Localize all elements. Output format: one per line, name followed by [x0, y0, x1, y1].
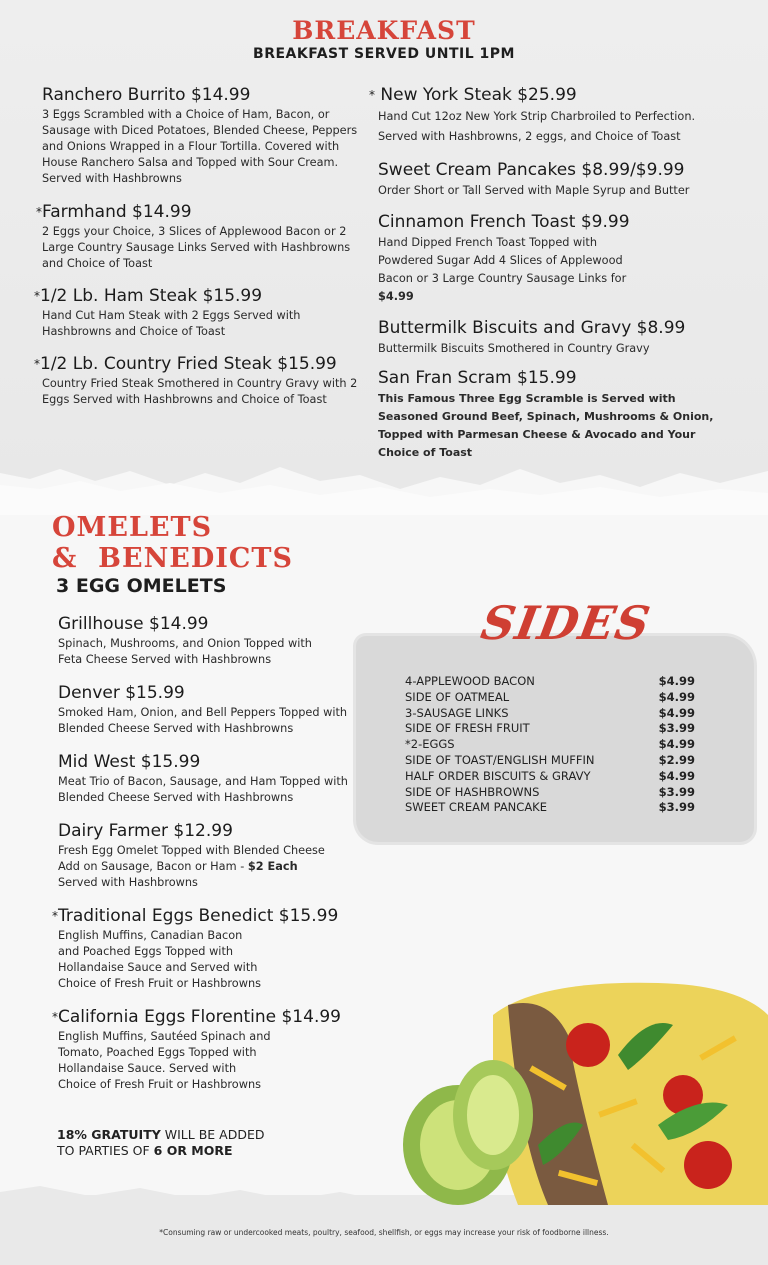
menu-item-description: Buttermilk Biscuits Smothered in Country Gravy [378, 342, 650, 355]
menu-item-description-wrap [378, 234, 648, 306]
menu-item [378, 318, 728, 358]
side-item-price: $3.99 [658, 784, 695, 799]
breakfast-left-column [34, 85, 360, 408]
menu-item [58, 614, 358, 668]
menu-item-description: 3 Eggs Scrambled with a Choice of Ham, Bacon, or Sausage with Diced Potatoes, Blended Cheese, Peppers and Onions Wrapped in a Flour Tortilla. Covered with House Ranchero Salsa and Topped with Sour Cream. Served with Hashbrowns [42, 108, 358, 185]
addon-price: $2 Each [247, 860, 298, 873]
food-safety-disclaimer: *Consuming raw or undercooked meats, poultry, seafood, shellfish, or eggs may increase your risk of foodborne illness. [159, 1228, 609, 1237]
gratuity-percent: 18% GRATUITY [57, 1127, 161, 1142]
side-item-price: $4.99 [658, 689, 695, 704]
menu-item [52, 1007, 358, 1093]
side-item [405, 785, 695, 801]
side-item [405, 721, 695, 737]
side-item [405, 690, 695, 706]
menu-item-name: 1/2 Lb. Country Fried Steak $15.99 [40, 354, 337, 374]
menu-item-description: 2 Eggs your Choice, 3 Slices of Applewood Bacon or 2 Large Country Sausage Links Served with Hashbrowns and Choice of Toast [42, 225, 351, 270]
menu-item-description: Fresh Egg Omelet Topped with Blended Cheese Add on Sausage, Bacon or Ham - [58, 844, 325, 873]
raw-food-asterisk: * [369, 88, 375, 102]
side-item-price: $3.99 [658, 721, 695, 736]
side-item-name: SIDE OF HASHBROWNS [405, 784, 540, 799]
side-item-price: $4.99 [658, 737, 695, 752]
menu-item-description: Hand Cut 12oz New York Strip Charbroiled to Perfection. Served with Hashbrowns, 2 eggs, and Choice of Toast [378, 110, 696, 143]
omelet-food-photo [398, 975, 768, 1205]
gratuity-party-size: 6 OR MORE [153, 1143, 233, 1158]
addon-price: $4.99 [378, 290, 414, 303]
menu-item-description: Hand Cut Ham Steak with 2 Eggs Served with Hashbrowns and Choice of Toast [42, 309, 301, 338]
side-item-name: SWEET CREAM PANCAKE [405, 800, 547, 815]
menu-item-name: Sweet Cream Pancakes $8.99/$9.99 [378, 160, 685, 180]
gratuity-note [57, 1127, 264, 1159]
menu-item-description: Smoked Ham, Onion, and Bell Peppers Topped with Blended Cheese Served with Hashbrowns [58, 706, 348, 735]
omelets-subtitle: 3 EGG OMELETS [56, 575, 227, 597]
menu-item-description: English Muffins, Canadian Bacon and Poached Eggs Topped with Hollandaise Sauce and Served with Choice of Fresh Fruit or Hashbrowns [58, 929, 262, 990]
menu-item [34, 354, 360, 408]
side-item-name: SIDE OF OATMEAL [405, 689, 510, 704]
side-item [405, 706, 695, 722]
menu-item [378, 212, 728, 306]
side-item-price: $2.99 [658, 752, 695, 767]
menu-item-description: Order Short or Tall Served with Maple Syrup and Butter [378, 184, 690, 197]
gratuity-text: WILL BE ADDED [160, 1127, 265, 1142]
side-item-name: *2-EGGS [405, 737, 455, 752]
side-item [405, 753, 695, 769]
side-item-name: SIDE OF FRESH FRUIT [405, 721, 530, 736]
menu-item-description: Hand Dipped French Toast Topped with Powdered Sugar Add 4 Slices of Applewood Bacon or 3 Large Country Sausage Links for [378, 236, 627, 285]
side-item-price: $3.99 [658, 800, 695, 815]
sides-list [405, 674, 695, 816]
menu-item-description-extra: Served with Hashbrowns [58, 876, 198, 889]
side-item-name: HALF ORDER BISCUITS & GRAVY [405, 768, 591, 783]
menu-item-name: Traditional Eggs Benedict $15.99 [58, 906, 339, 926]
menu-item-description: Spinach, Mushrooms, and Onion Topped with Feta Cheese Served with Hashbrowns [58, 637, 312, 666]
side-item-price: $4.99 [658, 674, 695, 688]
menu-item-description: This Famous Three Egg Scramble is Served with Seasoned Ground Beef, Spinach, Mushrooms & Onion, Topped with Parmesan Cheese & Avocado and Your Choice of Toast [378, 392, 714, 459]
side-item-price: $4.99 [658, 768, 695, 783]
raw-food-asterisk: * [52, 1010, 58, 1024]
raw-food-asterisk: * [34, 289, 40, 303]
menu-item-description: English Muffins, Sautéed Spinach and Tomato, Poached Eggs Topped with Hollandaise Sauce. Served with Choice of Fresh Fruit or Hashbrowns [58, 1030, 271, 1091]
omelets-title: OMELETS [52, 512, 213, 543]
menu-item-name: Cinnamon French Toast $9.99 [378, 212, 630, 232]
menu-item [36, 202, 360, 272]
omelets-column [52, 614, 358, 1093]
menu-item-name: Grillhouse $14.99 [58, 614, 209, 634]
raw-food-asterisk: * [34, 357, 40, 371]
menu-item [58, 683, 358, 737]
menu-item-name: Mid West $15.99 [58, 752, 201, 772]
side-item [405, 800, 695, 816]
menu-item-name: California Eggs Florentine $14.99 [58, 1007, 341, 1027]
side-item [405, 737, 695, 753]
side-item-name: SIDE OF TOAST/ENGLISH MUFFIN [405, 752, 595, 767]
menu-item [58, 821, 358, 891]
gratuity-text: TO PARTIES OF [57, 1143, 154, 1158]
raw-food-asterisk: * [52, 909, 58, 923]
menu-item-description: Meat Trio of Bacon, Sausage, and Ham Topped with Blended Cheese Served with Hashbrowns [58, 775, 348, 804]
breakfast-right-column [369, 85, 728, 462]
side-item-name: 3-SAUSAGE LINKS [405, 705, 509, 720]
menu-item-name: Ranchero Burrito $14.99 [42, 85, 251, 105]
menu-item [42, 85, 360, 187]
breakfast-subtitle: BREAKFAST SERVED UNTIL 1PM [253, 46, 515, 62]
menu-item-name: San Fran Scram $15.99 [378, 368, 577, 388]
menu-item [378, 368, 728, 462]
menu-item-name: New York Steak $25.99 [380, 85, 577, 105]
menu-item [58, 752, 358, 806]
benedicts-title: & BENEDICTS [52, 543, 293, 574]
menu-item-name: Buttermilk Biscuits and Gravy $8.99 [378, 318, 686, 338]
menu-item-name: Denver $15.99 [58, 683, 185, 703]
side-item-price: $4.99 [658, 705, 695, 720]
side-item [405, 674, 695, 690]
menu-item-description-wrap [58, 843, 348, 891]
torn-paper-edge [0, 455, 768, 515]
menu-item [369, 85, 728, 147]
menu-item-name: 1/2 Lb. Ham Steak $15.99 [40, 286, 263, 306]
menu-item [52, 906, 358, 992]
menu-item-name: Farmhand $14.99 [42, 202, 192, 222]
menu-item-name: Dairy Farmer $12.99 [58, 821, 233, 841]
sides-title: SIDES [477, 596, 655, 650]
menu-item [34, 286, 360, 340]
menu-item-description: Country Fried Steak Smothered in Country Gravy with 2 Eggs Served with Hashbrowns and Choice of Toast [42, 377, 358, 406]
side-item [405, 769, 695, 785]
breakfast-title: BREAKFAST [292, 16, 476, 45]
raw-food-asterisk: * [36, 205, 42, 219]
menu-item [378, 160, 728, 200]
side-item-name: 4-APPLEWOOD BACON [405, 674, 535, 688]
